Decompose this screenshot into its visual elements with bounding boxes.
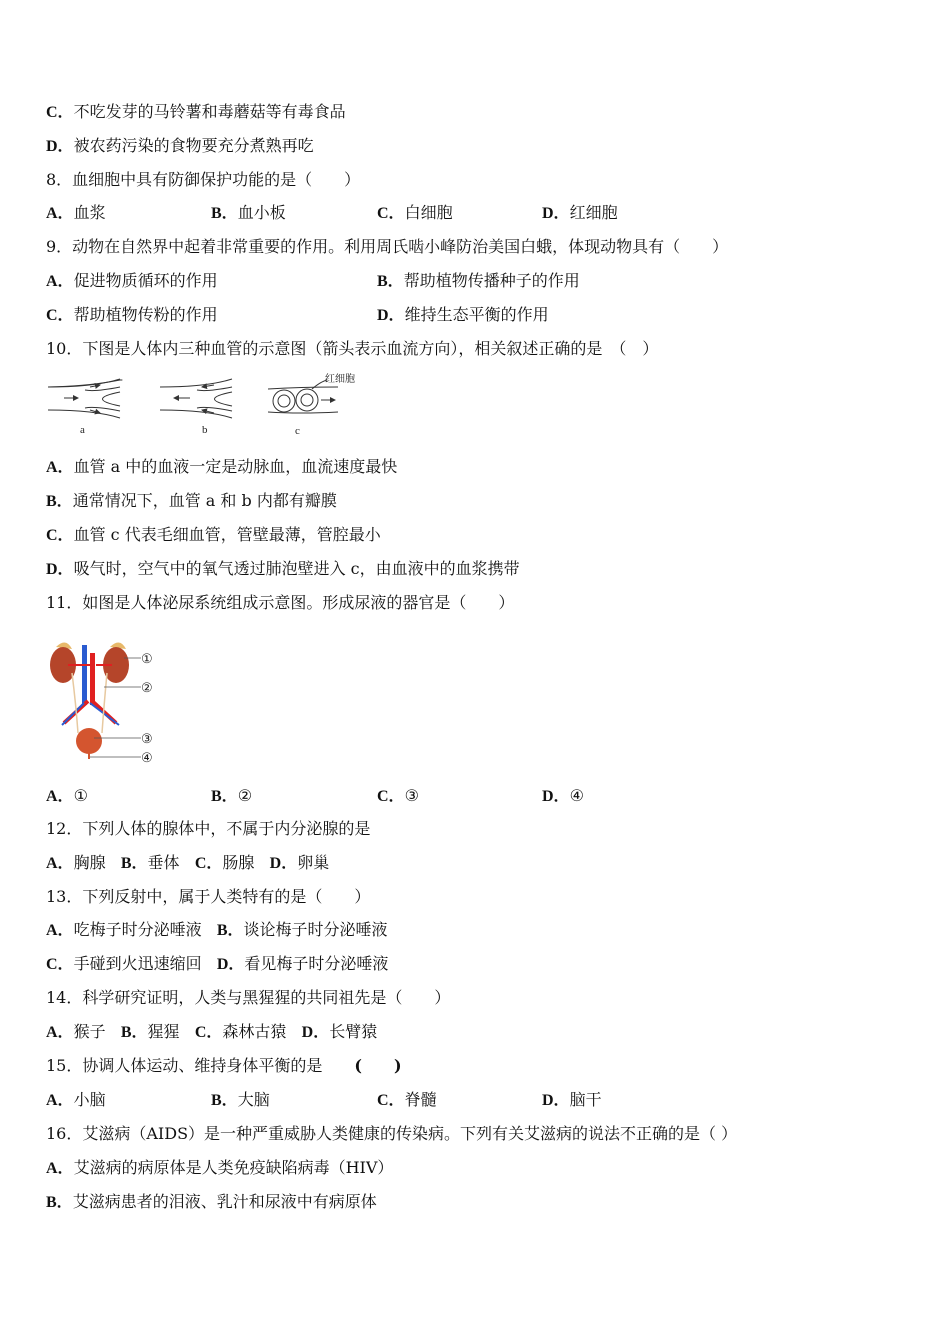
q12-options (46, 853, 329, 874)
q9-option-d (377, 305, 549, 326)
option-text: 吸气时，空气中的氧气透过肺泡壁进入 c，由血液中的血浆携带 (73, 559, 520, 578)
option-letter: B． (120, 855, 148, 872)
artery (90, 653, 95, 705)
q14-options (46, 1022, 377, 1043)
option-letter: C． (46, 307, 74, 324)
label-b: b (202, 424, 208, 436)
q11-option-d (542, 786, 584, 807)
option-d-text: 看见梅子时分泌唾液 (244, 954, 389, 973)
q16-stem: 16．艾滋病（AIDS）是一种严重威胁人类健康的传染病。下列有关艾滋病的说法不正确的是（ ） (46, 1124, 738, 1143)
option-letter: D． (542, 1092, 570, 1109)
q16-option-a (46, 1158, 393, 1179)
option-letter: C． (377, 788, 405, 805)
option-letter: B． (211, 788, 238, 805)
vessel-a (48, 379, 122, 418)
option-letter: C． (194, 1024, 223, 1041)
option-text: 血管 c 代表毛细血管，管壁最薄，管腔最小 (73, 525, 381, 544)
option-letter: D． (269, 855, 298, 872)
option-c-text: 森林古猿 (222, 1022, 287, 1041)
q14-stem: 14．科学研究证明，人类与黑猩猩的共同祖先是（ ） (46, 988, 451, 1007)
option-letter: C． (46, 104, 74, 121)
option-text: 通常情况下，血管 a 和 b 内都有瓣膜 (72, 491, 337, 510)
q10-option-d (46, 559, 520, 580)
q15-option-a (46, 1090, 106, 1111)
vein (82, 645, 87, 705)
option-letter: B． (211, 1092, 238, 1109)
q16-option-b (46, 1192, 377, 1213)
option-d-text: 卵巢 (297, 853, 330, 872)
option-letter: D． (46, 138, 74, 155)
label-3: ③ (141, 731, 153, 746)
option-letter: A． (46, 205, 74, 222)
q8-option-d (542, 203, 618, 224)
option-letter: B． (120, 1024, 148, 1041)
option-letter: B． (377, 273, 404, 290)
option-text: 脊髓 (404, 1090, 437, 1109)
option-text: ① (73, 786, 88, 805)
stem-text: 15．协调人体运动、维持身体平衡的是 (46, 1056, 323, 1075)
option-letter: A． (46, 1024, 74, 1041)
q15-option-b (211, 1090, 270, 1111)
option-a-text: 胸腺 (73, 853, 106, 872)
q13-stem: 13．下列反射中，属于人类特有的是（ ） (46, 887, 371, 906)
q8-stem: 8．血细胞中具有防御保护功能的是（ ） (46, 170, 361, 189)
label-c: c (295, 425, 300, 437)
option-text: 红细胞 (569, 203, 618, 222)
q8-option-b (211, 203, 286, 224)
blood-vessels-figure (40, 362, 370, 448)
option-text: 血浆 (73, 203, 106, 222)
q11-option-b (211, 786, 252, 807)
q9-stem: 9．动物在自然界中起着非常重要的作用。利用周氏啮小峰防治美国白蛾，体现动物具有（ ） (46, 237, 729, 256)
option-text: 不吃发芽的马铃薯和毒蘑菇等有毒食品 (73, 102, 346, 121)
q9-option-b (377, 271, 580, 292)
option-letter: A． (46, 788, 74, 805)
ureter (72, 673, 107, 733)
option-text: 血管 a 中的血液一定是动脉血，血流速度最快 (73, 457, 398, 476)
option-a-text: 猴子 (73, 1022, 106, 1041)
option-text: 被农药污染的食物要充分煮熟再吃 (73, 136, 314, 155)
q7-option-c (46, 102, 346, 123)
option-b-text: 谈论梅子时分泌唾液 (243, 920, 388, 939)
q8-option-c (377, 203, 453, 224)
option-c-text: 手碰到火迅速缩回 (73, 954, 202, 973)
label-1: ① (141, 651, 153, 666)
q8-option-a (46, 203, 106, 224)
q11-option-c (377, 786, 419, 807)
bladder (76, 728, 102, 754)
red-blood-cell (296, 389, 318, 411)
option-letter: D． (301, 1024, 330, 1041)
q15-option-c (377, 1090, 437, 1111)
q11-option-a (46, 786, 88, 807)
option-b-text: 垂体 (147, 853, 180, 872)
option-text: 维持生态平衡的作用 (404, 305, 549, 324)
option-b-text: 猩猩 (147, 1022, 180, 1041)
option-letter: C． (377, 1092, 405, 1109)
red-cell-callout: 红细胞 (325, 374, 355, 385)
option-letter: D． (216, 956, 245, 973)
q10-option-c (46, 525, 381, 546)
option-letter: C． (194, 855, 223, 872)
urinary-system-figure (44, 635, 164, 770)
option-text: 小脑 (73, 1090, 106, 1109)
option-letter: D． (542, 788, 570, 805)
option-text: ④ (569, 786, 584, 805)
q11-stem: 11．如图是人体泌尿系统组成示意图。形成尿液的器官是（ ） (46, 593, 515, 612)
option-a-text: 吃梅子时分泌唾液 (73, 920, 202, 939)
option-letter: A． (46, 1092, 74, 1109)
option-letter: A． (46, 922, 74, 939)
q10-option-b (46, 491, 337, 512)
option-text: 脑干 (569, 1090, 602, 1109)
option-letter: D． (542, 205, 570, 222)
q9-option-a (46, 271, 218, 292)
option-text: ② (237, 786, 253, 805)
option-text: 白细胞 (404, 203, 453, 222)
option-text: 艾滋病患者的泪液、乳汁和尿液中有病原体 (72, 1192, 377, 1211)
option-letter: B． (216, 922, 244, 939)
option-letter: C． (46, 956, 74, 973)
option-text: 促进物质循环的作用 (73, 271, 218, 290)
q7-option-d (46, 136, 314, 157)
option-text: ③ (404, 786, 419, 805)
q15-option-d (542, 1090, 602, 1111)
option-text: 艾滋病的病原体是人类免疫缺陷病毒（HIV） (73, 1158, 394, 1177)
option-letter: A． (46, 273, 74, 290)
vessel-b (160, 379, 232, 418)
option-letter: B． (46, 493, 73, 510)
q13-options-cd (46, 954, 388, 975)
label-2: ② (141, 680, 153, 695)
option-letter: A． (46, 1160, 74, 1177)
option-letter: D． (46, 561, 74, 578)
option-c-text: 肠腺 (222, 853, 255, 872)
option-text: 帮助植物传粉的作用 (73, 305, 218, 324)
option-text: 帮助植物传播种子的作用 (403, 271, 580, 290)
answer-paren: ( ) (354, 1056, 402, 1075)
option-letter: B． (46, 1194, 73, 1211)
q15-stem (46, 1056, 402, 1076)
option-text: 大脑 (237, 1090, 270, 1109)
q10-option-a (46, 457, 397, 478)
option-text: 血小板 (237, 203, 286, 222)
q9-option-c (46, 305, 218, 326)
q13-options-ab (46, 920, 388, 941)
red-blood-cell (273, 390, 295, 412)
label-4: ④ (141, 750, 153, 765)
option-letter: D． (377, 307, 405, 324)
label-a: a (80, 424, 85, 436)
option-letter: A． (46, 855, 74, 872)
q10-stem: 10．下图是人体内三种血管的示意图（箭头表示血流方向），相关叙述正确的是 （ ） (46, 339, 659, 358)
option-letter: B． (211, 205, 238, 222)
option-letter: A． (46, 459, 74, 476)
option-d-text: 长臂猿 (329, 1022, 378, 1041)
option-letter: C． (46, 527, 74, 544)
option-letter: C． (377, 205, 405, 222)
q12-stem: 12．下列人体的腺体中，不属于内分泌腺的是 (46, 819, 371, 838)
